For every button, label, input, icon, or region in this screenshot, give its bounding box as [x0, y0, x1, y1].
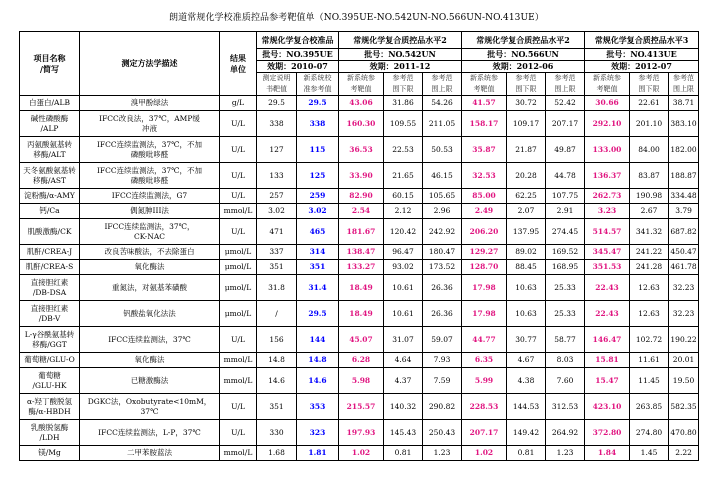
- value-cell: 242.92: [423, 219, 462, 245]
- table-row: [20, 189, 699, 204]
- value-cell: 3.79: [669, 204, 699, 219]
- result-unit: μmol/L: [220, 275, 257, 301]
- value-cell: 3.02: [257, 204, 297, 219]
- value-cell: 423.10: [585, 394, 630, 420]
- value-cell: 259: [297, 189, 339, 204]
- value-cell: 35.87: [462, 137, 507, 163]
- value-cell: 62.25: [507, 189, 546, 204]
- value-cell: 18.49: [339, 275, 384, 301]
- value-cell: 133.00: [585, 137, 630, 163]
- value-cell: 465: [297, 219, 339, 245]
- table-row: [20, 420, 699, 446]
- value-cell: 207.17: [462, 420, 507, 446]
- group-1-col-0: 新系统参 考靶值: [339, 73, 384, 96]
- value-cell: 43.06: [339, 96, 384, 111]
- result-unit: μmol/L: [220, 301, 257, 327]
- value-cell: 59.07: [423, 327, 462, 353]
- value-cell: 6.35: [462, 353, 507, 368]
- value-cell: 341.32: [630, 219, 669, 245]
- result-unit: U/L: [220, 420, 257, 446]
- value-cell: 4.64: [384, 353, 423, 368]
- value-cell: 133: [257, 163, 297, 189]
- result-unit: U/L: [220, 394, 257, 420]
- method-desc: IFCC连续监测法，37℃: [80, 327, 220, 353]
- value-cell: 22.43: [585, 301, 630, 327]
- table-row: [20, 394, 699, 420]
- value-cell: 105.65: [423, 189, 462, 204]
- value-cell: 0.81: [507, 446, 546, 461]
- value-cell: 169.52: [546, 245, 585, 260]
- group-lot-1: 批号：NO.542UN: [339, 49, 462, 61]
- value-cell: 20.01: [669, 353, 699, 368]
- value-cell: 383.10: [669, 111, 699, 137]
- result-unit: U/L: [220, 327, 257, 353]
- table-row: [20, 219, 699, 245]
- table-row: [20, 245, 699, 260]
- result-unit: mmol/L: [220, 368, 257, 394]
- group-3-col-2: 参考范 围上限: [669, 73, 699, 96]
- item-name: 丙氨酸氨基转 移酶/ALT: [20, 137, 80, 163]
- method-desc: 偶氮胂III法: [80, 204, 220, 219]
- value-cell: 338: [297, 111, 339, 137]
- value-cell: 120.42: [384, 219, 423, 245]
- value-cell: 323: [297, 420, 339, 446]
- value-cell: 257: [257, 189, 297, 204]
- value-cell: 215.57: [339, 394, 384, 420]
- value-cell: 292.10: [585, 111, 630, 137]
- value-cell: 372.80: [585, 420, 630, 446]
- table-body: [20, 96, 699, 461]
- value-cell: 262.73: [585, 189, 630, 204]
- value-cell: 471: [257, 219, 297, 245]
- value-cell: 26.36: [423, 275, 462, 301]
- value-cell: 274.80: [630, 420, 669, 446]
- result-unit: mmol/L: [220, 446, 257, 461]
- value-cell: 351.53: [585, 260, 630, 275]
- value-cell: 49.87: [546, 137, 585, 163]
- item-name: 乳酸脱氢酶 /LDH: [20, 420, 80, 446]
- value-cell: 12.63: [630, 301, 669, 327]
- header-unit: 结果 单位: [220, 32, 257, 96]
- value-cell: 107.75: [546, 189, 585, 204]
- result-unit: g/L: [220, 96, 257, 111]
- group-name-1: 常规化学复合质控品水平2: [339, 32, 462, 49]
- value-cell: 211.05: [423, 111, 462, 137]
- value-cell: 158.17: [462, 111, 507, 137]
- item-name: 天冬氨酸氨基转 移酶/AST: [20, 163, 80, 189]
- item-name: 钙/Ca: [20, 204, 80, 219]
- value-cell: 5.98: [339, 368, 384, 394]
- value-cell: 4.37: [384, 368, 423, 394]
- method-desc: 钒酸盐氧化法法: [80, 301, 220, 327]
- value-cell: 188.87: [669, 163, 699, 189]
- table-row: [20, 163, 699, 189]
- value-cell: 470.80: [669, 420, 699, 446]
- value-cell: 190.98: [630, 189, 669, 204]
- value-cell: 687.82: [669, 219, 699, 245]
- method-desc: IFCC连续监测法，37℃，不加 磷酸吡哆醛: [80, 163, 220, 189]
- result-unit: U/L: [220, 163, 257, 189]
- header-item: 项目名称 /简写: [20, 32, 80, 96]
- value-cell: 18.49: [339, 301, 384, 327]
- value-cell: 19.50: [669, 368, 699, 394]
- value-cell: 22.53: [384, 137, 423, 163]
- value-cell: 1.68: [257, 446, 297, 461]
- value-cell: 353: [297, 394, 339, 420]
- value-cell: 93.02: [384, 260, 423, 275]
- value-cell: 10.63: [507, 301, 546, 327]
- group-0-col-1: 新系统校 准参考值: [297, 73, 339, 96]
- value-cell: 17.98: [462, 301, 507, 327]
- value-cell: 25.33: [546, 301, 585, 327]
- value-cell: 7.60: [546, 368, 585, 394]
- value-cell: 180.47: [423, 245, 462, 260]
- value-cell: 228.53: [462, 394, 507, 420]
- value-cell: 351: [257, 394, 297, 420]
- item-name: 葡萄糖 /GLU-HK: [20, 368, 80, 394]
- value-cell: 133.27: [339, 260, 384, 275]
- value-cell: 190.22: [669, 327, 699, 353]
- value-cell: 10.61: [384, 301, 423, 327]
- value-cell: 31.4: [297, 275, 339, 301]
- value-cell: 312.53: [546, 394, 585, 420]
- item-name: 碱性磷酸酶 /ALP: [20, 111, 80, 137]
- result-unit: U/L: [220, 219, 257, 245]
- group-expiry-2: 效期：2012-06: [462, 61, 585, 73]
- value-cell: 96.47: [384, 245, 423, 260]
- value-cell: 14.8: [297, 353, 339, 368]
- value-cell: 5.99: [462, 368, 507, 394]
- value-cell: 140.32: [384, 394, 423, 420]
- table-header: [20, 32, 699, 96]
- value-cell: 2.96: [423, 204, 462, 219]
- value-cell: 144: [297, 327, 339, 353]
- value-cell: 7.93: [423, 353, 462, 368]
- value-cell: 1.02: [339, 446, 384, 461]
- value-cell: 50.53: [423, 137, 462, 163]
- value-cell: 128.70: [462, 260, 507, 275]
- value-cell: 30.72: [507, 96, 546, 111]
- value-cell: 127: [257, 137, 297, 163]
- value-cell: 1.45: [630, 446, 669, 461]
- value-cell: 2.67: [630, 204, 669, 219]
- value-cell: 146.47: [585, 327, 630, 353]
- table-row: [20, 327, 699, 353]
- value-cell: 0.81: [384, 446, 423, 461]
- method-desc: IFCC改良法，37℃，AMP缓 冲液: [80, 111, 220, 137]
- group-expiry-1: 效期：2011-12: [339, 61, 462, 73]
- method-desc: 溴甲酚绿法: [80, 96, 220, 111]
- value-cell: 30.66: [585, 96, 630, 111]
- result-unit: U/L: [220, 189, 257, 204]
- value-cell: 334.48: [669, 189, 699, 204]
- result-unit: mmol/L: [220, 204, 257, 219]
- value-cell: 54.26: [423, 96, 462, 111]
- value-cell: 29.5: [297, 301, 339, 327]
- value-cell: 337: [257, 245, 297, 260]
- value-cell: 138.47: [339, 245, 384, 260]
- value-cell: 197.93: [339, 420, 384, 446]
- value-cell: 36.53: [339, 137, 384, 163]
- value-cell: 274.45: [546, 219, 585, 245]
- method-desc: 二甲苯胺蓝法: [80, 446, 220, 461]
- value-cell: 2.54: [339, 204, 384, 219]
- value-cell: 290.82: [423, 394, 462, 420]
- value-cell: 22.43: [585, 275, 630, 301]
- value-cell: 32.23: [669, 275, 699, 301]
- table-row: [20, 137, 699, 163]
- value-cell: 1.81: [297, 446, 339, 461]
- value-cell: 29.5: [297, 96, 339, 111]
- value-cell: 2.49: [462, 204, 507, 219]
- value-cell: 149.42: [507, 420, 546, 446]
- value-cell: 4.67: [507, 353, 546, 368]
- value-cell: 168.95: [546, 260, 585, 275]
- result-unit: μmol/L: [220, 245, 257, 260]
- value-cell: 31.86: [384, 96, 423, 111]
- value-cell: 351: [257, 260, 297, 275]
- table-row: [20, 353, 699, 368]
- value-cell: 30.77: [507, 327, 546, 353]
- value-cell: 44.77: [462, 327, 507, 353]
- value-cell: 263.85: [630, 394, 669, 420]
- value-cell: 15.81: [585, 353, 630, 368]
- value-cell: 33.90: [339, 163, 384, 189]
- value-cell: 83.87: [630, 163, 669, 189]
- value-cell: 136.37: [585, 163, 630, 189]
- method-desc: 重氮法，对氨基苯磺酸: [80, 275, 220, 301]
- method-desc: IFCC连续监测法，37℃，不加 磷酸吡哆醛: [80, 137, 220, 163]
- table-row: [20, 204, 699, 219]
- value-cell: 2.07: [507, 204, 546, 219]
- value-cell: 1.23: [423, 446, 462, 461]
- value-cell: 314: [297, 245, 339, 260]
- group-expiry-0: 效期：2010-07: [257, 61, 339, 73]
- value-cell: 21.87: [507, 137, 546, 163]
- value-cell: 11.61: [630, 353, 669, 368]
- value-cell: 15.47: [585, 368, 630, 394]
- method-desc: 氧化酶法: [80, 353, 220, 368]
- group-lot-3: 批号：NO.413UE: [585, 49, 699, 61]
- value-cell: 88.45: [507, 260, 546, 275]
- value-cell: 450.47: [669, 245, 699, 260]
- item-name: 肌酐/CREA-J: [20, 245, 80, 260]
- value-cell: 102.72: [630, 327, 669, 353]
- group-2-col-2: 参考范 围上限: [546, 73, 585, 96]
- value-cell: 160.30: [339, 111, 384, 137]
- value-cell: 20.28: [507, 163, 546, 189]
- value-cell: 338: [257, 111, 297, 137]
- value-cell: 144.53: [507, 394, 546, 420]
- table-row: [20, 96, 699, 111]
- value-cell: 145.43: [384, 420, 423, 446]
- value-cell: 14.8: [257, 353, 297, 368]
- value-cell: 25.33: [546, 275, 585, 301]
- item-name: α-羟丁酸脱氢 酶/α-HBDH: [20, 394, 80, 420]
- method-desc: 改良苦味酸法，不去除蛋白: [80, 245, 220, 260]
- group-name-2: 常规化学复合质控品水平2: [462, 32, 585, 49]
- value-cell: 156: [257, 327, 297, 353]
- value-cell: 514.57: [585, 219, 630, 245]
- value-cell: 582.35: [669, 394, 699, 420]
- value-cell: 207.17: [546, 111, 585, 137]
- value-cell: 4.38: [507, 368, 546, 394]
- group-lot-0: 批号：NO.395UE: [257, 49, 339, 61]
- value-cell: 109.55: [384, 111, 423, 137]
- value-cell: 2.91: [546, 204, 585, 219]
- value-cell: 14.6: [297, 368, 339, 394]
- item-name: 白蛋白/ALB: [20, 96, 80, 111]
- value-cell: 250.43: [423, 420, 462, 446]
- group-1-col-1: 参考范 围下限: [384, 73, 423, 96]
- method-desc: DGKC法，Oxobutyrate<10mM， 37℃: [80, 394, 220, 420]
- method-desc: IFCC连续监测法，L-P，37℃: [80, 420, 220, 446]
- value-cell: 125: [297, 163, 339, 189]
- value-cell: 6.28: [339, 353, 384, 368]
- value-cell: 89.02: [507, 245, 546, 260]
- group-3-col-1: 参考范 围下限: [630, 73, 669, 96]
- value-cell: 32.53: [462, 163, 507, 189]
- value-cell: 58.77: [546, 327, 585, 353]
- value-cell: 10.63: [507, 275, 546, 301]
- value-cell: 115: [297, 137, 339, 163]
- value-cell: 264.92: [546, 420, 585, 446]
- value-cell: 173.52: [423, 260, 462, 275]
- item-name: 肌酸激酶/CK: [20, 219, 80, 245]
- table-row: [20, 111, 699, 137]
- value-cell: 11.45: [630, 368, 669, 394]
- item-name: 镁/Mg: [20, 446, 80, 461]
- value-cell: 38.71: [669, 96, 699, 111]
- page-title: 朗道常规化学校准质控品参考靶值单（NO.395UE-NO.542UN-NO.566UN-NO.413UE）: [169, 13, 544, 23]
- value-cell: 22.61: [630, 96, 669, 111]
- group-name-0: 常规化学复合校准品: [257, 32, 339, 49]
- value-cell: 52.42: [546, 96, 585, 111]
- group-3-col-0: 新系统参 考靶值: [585, 73, 630, 96]
- result-unit: U/L: [220, 111, 257, 137]
- value-cell: 46.15: [423, 163, 462, 189]
- value-cell: 21.65: [384, 163, 423, 189]
- value-cell: 206.20: [462, 219, 507, 245]
- reference-table: [19, 31, 699, 461]
- table-row: [20, 301, 699, 327]
- value-cell: 17.98: [462, 275, 507, 301]
- group-1-col-2: 参考范 围上限: [423, 73, 462, 96]
- value-cell: 3.23: [585, 204, 630, 219]
- value-cell: 60.15: [384, 189, 423, 204]
- group-expiry-3: 效期：2012-07: [585, 61, 699, 73]
- value-cell: 2.12: [384, 204, 423, 219]
- item-name: 葡萄糖/GLU-O: [20, 353, 80, 368]
- table-row: [20, 368, 699, 394]
- item-name: 肌酐/CREA-S: [20, 260, 80, 275]
- value-cell: 85.00: [462, 189, 507, 204]
- table-row: [20, 260, 699, 275]
- value-cell: 12.63: [630, 275, 669, 301]
- group-2-col-1: 参考范 围下限: [507, 73, 546, 96]
- value-cell: /: [257, 301, 297, 327]
- item-name: 直接胆红素 /DB-DSA: [20, 275, 80, 301]
- value-cell: 2.22: [669, 446, 699, 461]
- value-cell: 84.00: [630, 137, 669, 163]
- result-unit: μmol/L: [220, 260, 257, 275]
- value-cell: 241.22: [630, 245, 669, 260]
- value-cell: 10.61: [384, 275, 423, 301]
- value-cell: 1.84: [585, 446, 630, 461]
- value-cell: 461.78: [669, 260, 699, 275]
- value-cell: 31.8: [257, 275, 297, 301]
- value-cell: 330: [257, 420, 297, 446]
- value-cell: 181.67: [339, 219, 384, 245]
- value-cell: 14.6: [257, 368, 297, 394]
- item-name: L-γ谷酰氨基转 移酶/GGT: [20, 327, 80, 353]
- value-cell: 7.59: [423, 368, 462, 394]
- method-desc: 氧化酶法: [80, 260, 220, 275]
- value-cell: 201.10: [630, 111, 669, 137]
- value-cell: 182.00: [669, 137, 699, 163]
- value-cell: 3.02: [297, 204, 339, 219]
- group-2-col-0: 新系统参 考靶值: [462, 73, 507, 96]
- group-name-3: 常规化学复合质控品水平3: [585, 32, 699, 49]
- group-0-col-0: 测定说明 书靶值: [257, 73, 297, 96]
- value-cell: 1.23: [546, 446, 585, 461]
- group-lot-2: 批号：NO.566UN: [462, 49, 585, 61]
- result-unit: U/L: [220, 137, 257, 163]
- table-row: [20, 446, 699, 461]
- value-cell: 82.90: [339, 189, 384, 204]
- value-cell: 44.78: [546, 163, 585, 189]
- value-cell: 345.47: [585, 245, 630, 260]
- value-cell: 41.57: [462, 96, 507, 111]
- value-cell: 26.36: [423, 301, 462, 327]
- value-cell: 32.23: [669, 301, 699, 327]
- value-cell: 8.03: [546, 353, 585, 368]
- result-unit: mmol/L: [220, 353, 257, 368]
- value-cell: 1.02: [462, 446, 507, 461]
- value-cell: 45.07: [339, 327, 384, 353]
- value-cell: 31.07: [384, 327, 423, 353]
- value-cell: 29.5: [257, 96, 297, 111]
- item-name: 直接胆红素 /DB-V: [20, 301, 80, 327]
- method-desc: IFCC连续监测法，37℃， CK-NAC: [80, 219, 220, 245]
- value-cell: 137.95: [507, 219, 546, 245]
- value-cell: 109.17: [507, 111, 546, 137]
- method-desc: 已糖激酶法: [80, 368, 220, 394]
- value-cell: 129.27: [462, 245, 507, 260]
- header-method: 测定方法学描述: [80, 32, 220, 96]
- table-row: [20, 275, 699, 301]
- method-desc: IFCC连续监测法，G7: [80, 189, 220, 204]
- item-name: 淀粉酶/α-AMY: [20, 189, 80, 204]
- value-cell: 241.28: [630, 260, 669, 275]
- value-cell: 351: [297, 260, 339, 275]
